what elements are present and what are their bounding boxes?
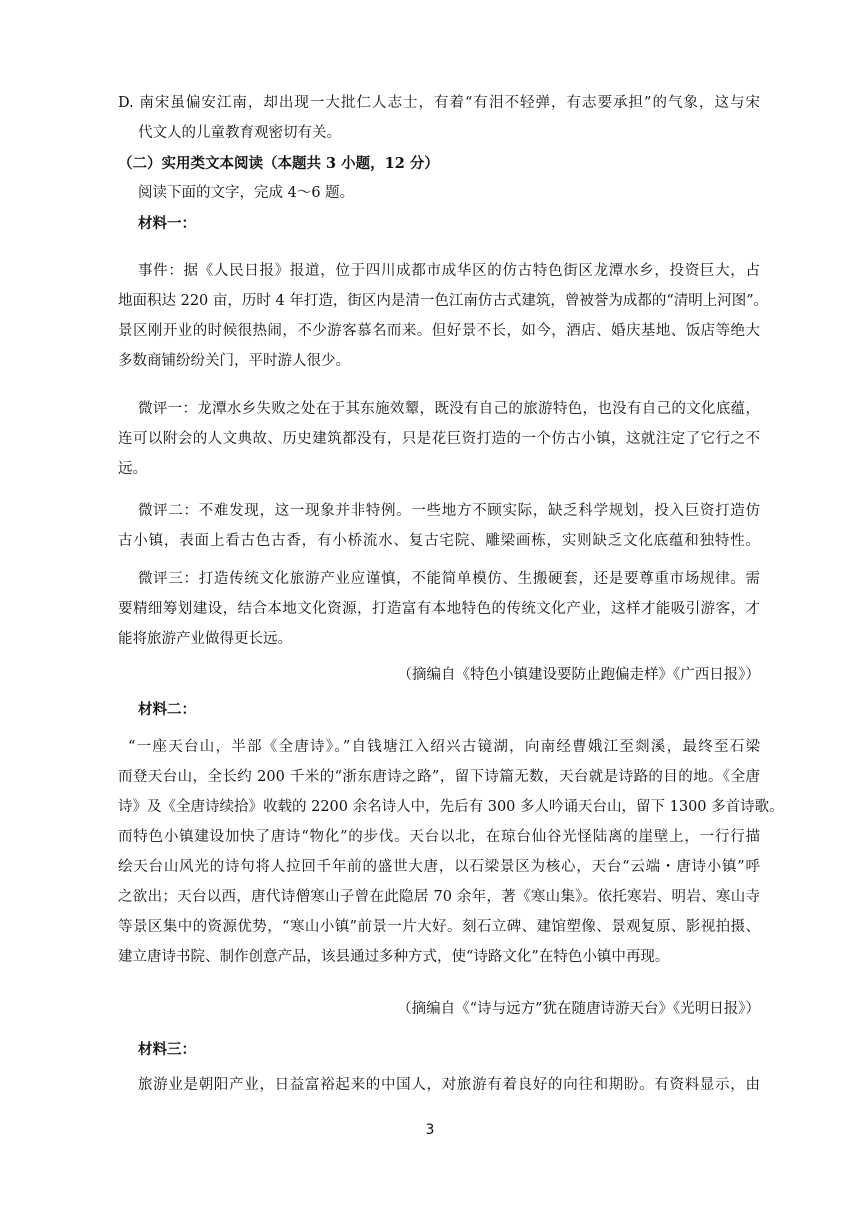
text-line-m1_p4_1: 微评三：打造传统文化旅游产业应谨慎，不能简单模仿、生搬硬套，还是要尊重市场规律。需 bbox=[138, 571, 760, 587]
text-line-m1_p4_3: 能将旅游产业做得更长远。 bbox=[118, 631, 292, 647]
text-line-m1_p2_2: 连可以附会的人文典故、历史建筑都没有，只是花巨资打造的一个仿古小镇，这就注定了它行之不 bbox=[118, 431, 760, 447]
text-line-m1_p1_3: 景区刚开业的时候很热闹，不少游客慕名而来。但好景不长，如今，酒店、婚庆基地、饭店等绝大 bbox=[118, 323, 760, 339]
text-line-m2_p1_8: 建立唐诗书院、制作创意产品，该县通过多种方式，使“诗路文化”在特色小镇中再现。 bbox=[118, 949, 670, 965]
text-line-m2_p1_2: 而登天台山，全长约 200 千米的“浙东唐诗之路”，留下诗篇无数，天台就是诗路的目的地。《全唐 bbox=[118, 769, 760, 785]
text-line-m1_p2_1: 微评一：龙潭水乡失败之处在于其东施效颦，既没有自己的旅游特色，也没有自己的文化底蕴， bbox=[138, 401, 760, 417]
text-line-m1_title: 材料一： bbox=[138, 215, 196, 232]
page-number: 3 bbox=[425, 1122, 435, 1138]
text-line-sec_title: （二）实用类文本阅读（本题共 3 小题，12 分） bbox=[118, 155, 439, 172]
text-line-m1_p4_2: 要精细筹划建设，结合本地文化资源，打造富有本地特色的传统文化产业，这样才能吸引游客，才 bbox=[118, 601, 760, 617]
source-citation-src2: （摘编自《“诗与远方”犹在随唐诗游天台》《光明日报》） bbox=[397, 1001, 760, 1017]
text-line-m2_p1_4: 而特色小镇建设加快了唐诗“物化”的步伐。天台以北，在琼台仙谷光怪陆离的崖壁上，一行行描 bbox=[118, 829, 760, 845]
text-line-optD_1: D. 南宋虽偏安江南，却出现一大批仁人志士，有着“有泪不轻弹，有志要承担”的气象，这与宋 bbox=[118, 95, 760, 111]
text-line-m1_p1_4: 多数商铺纷纷关门，平时游人很少。 bbox=[118, 353, 350, 369]
text-line-m1_p3_2: 古小镇，表面上看古色古香，有小桥流水、复古宅院、雕梁画栋，实则缺乏文化底蕴和独特性。 bbox=[118, 533, 760, 549]
text-line-m3_title: 材料三： bbox=[138, 1041, 196, 1058]
text-line-instr: 阅读下面的文字，完成 4～6 题。 bbox=[138, 185, 355, 201]
text-line-m2_p1_6: 之欲出；天台以西，唐代诗僧寒山子曾在此隐居 70 余年，著《寒山集》。依托寒岩、明岩、寒山寺 bbox=[118, 889, 760, 905]
text-line-m2_p1_1: “一座天台山，半部《全唐诗》。”自钱塘江入绍兴古镜湖，向南经曹娥江至剡溪，最终至石梁 bbox=[128, 739, 760, 755]
text-line-m2_p1_3: 诗》及《全唐诗续拾》收载的 2200 余名诗人中，先后有 300 多人吟诵天台山，留下 1300 多首诗歌。 bbox=[118, 799, 784, 815]
text-line-m1_p1_2: 地面积达 220 亩，历时 4 年打造，街区内是清一色江南仿古式建筑，曾被誉为成都的“清明上河图”。 bbox=[118, 293, 769, 309]
text-line-m1_p1_1: 事件：据《人民日报》报道，位于四川成都市成华区的仿古特色街区龙潭水乡，投资巨大，占 bbox=[138, 263, 760, 279]
text-line-optD_2: 代文人的儿童教育观密切有关。 bbox=[138, 125, 341, 141]
source-citation-src1: （摘编自《特色小镇建设要防止跑偏走样》《广西日报》） bbox=[397, 667, 760, 683]
text-line-m3_p1_1: 旅游业是朝阳产业，日益富裕起来的中国人，对旅游有着良好的向往和期盼。有资料显示，由 bbox=[138, 1077, 760, 1093]
text-line-m2_p1_7: 等景区集中的资源优势，“寒山小镇”前景一片大好。刻石立碑、建馆塑像、景观复原、影视拍摄、 bbox=[118, 919, 760, 935]
text-line-m2_title: 材料二： bbox=[138, 701, 196, 718]
text-line-m1_p2_3: 远。 bbox=[118, 461, 147, 477]
text-line-m1_p3_1: 微评二：不难发现，这一现象并非特例。一些地方不顾实际，缺乏科学规划，投入巨资打造仿 bbox=[138, 503, 760, 519]
text-line-m2_p1_5: 绘天台山风光的诗句将人拉回千年前的盛世大唐，以石梁景区为核心，天台“云端・唐诗小镇”呼 bbox=[118, 859, 760, 875]
